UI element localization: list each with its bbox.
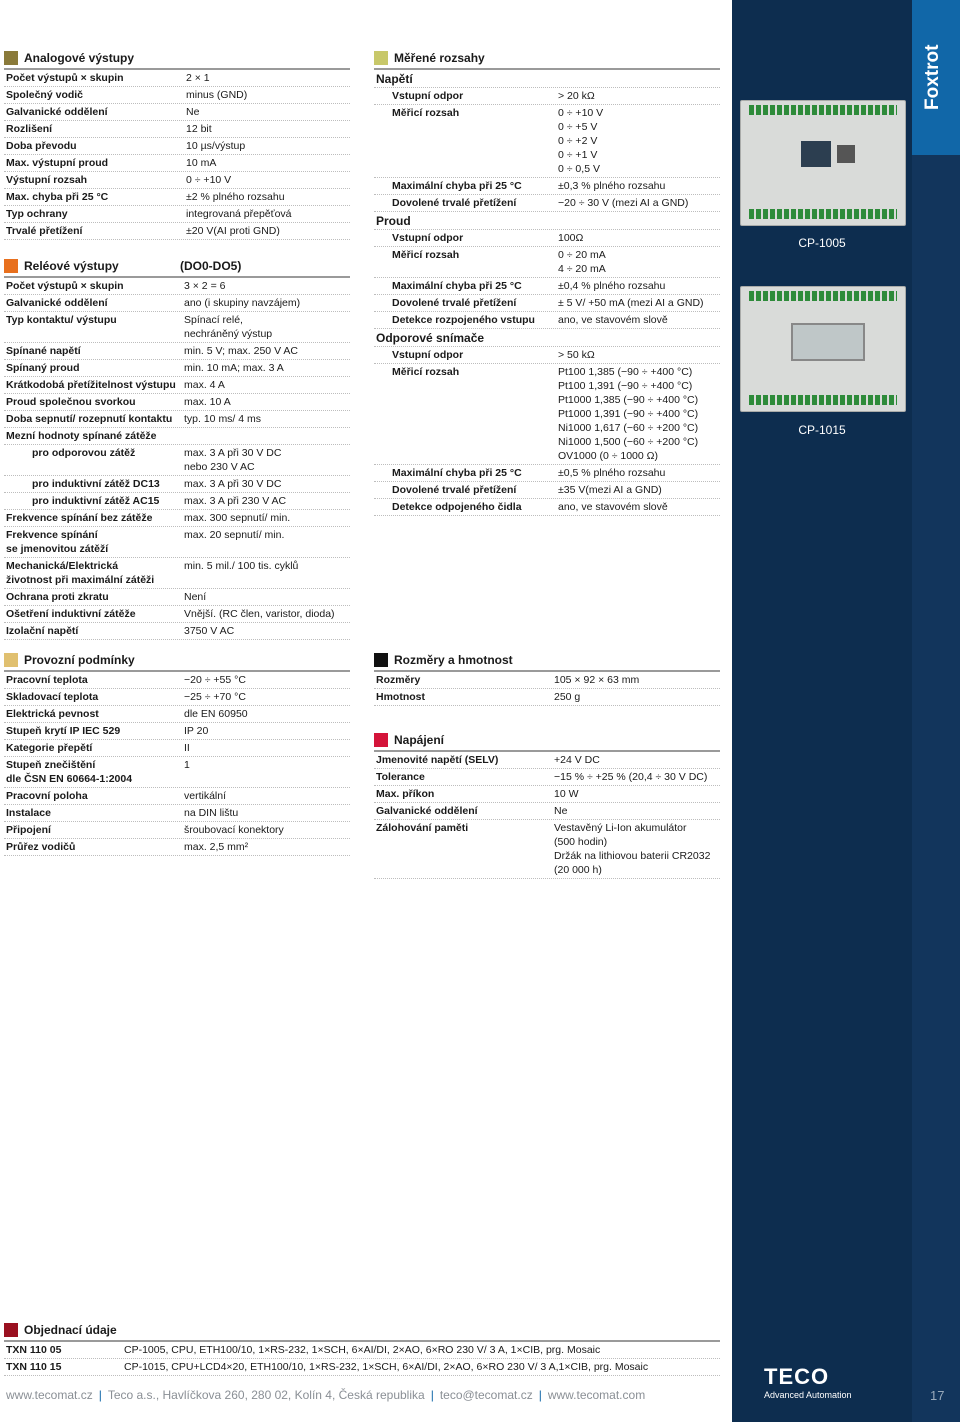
spec-value: 12 bit — [186, 123, 212, 135]
spec-row — [4, 87, 350, 104]
spec-label: Výstupní rozsah — [6, 174, 88, 186]
power-square-icon — [374, 733, 388, 747]
page-number: 17 — [930, 1388, 945, 1403]
operating-section — [4, 652, 350, 856]
spec-label: Spínaný proud — [6, 362, 80, 374]
spec-row — [4, 411, 350, 428]
spec-label: Trvalé přetížení — [6, 225, 83, 237]
relay-section — [4, 258, 350, 640]
spec-label: Počet výstupů × skupin — [6, 280, 124, 292]
spec-label: Frekvence spínání — [6, 529, 98, 541]
spec-row — [4, 445, 350, 476]
spec-value: 250 g — [554, 691, 581, 703]
spec-row — [4, 138, 350, 155]
spec-row — [374, 803, 720, 820]
spec-row — [4, 155, 350, 172]
spec-label: Hmotnost — [376, 691, 425, 703]
spec-value: 100Ω — [558, 232, 584, 244]
section-title: Objednací údaje — [24, 1323, 117, 1337]
spec-label: Vstupní odpor — [392, 232, 464, 244]
section-title: Reléové výstupy — [24, 259, 119, 273]
spec-value: Vestavěný Li-Ion akumulátor (500 hodin) Držák na lithiovou baterii CR2032 (20 000 h) — [554, 822, 711, 876]
spec-row — [374, 482, 720, 499]
spec-value: min. 10 mA; max. 3 A — [184, 362, 284, 374]
spec-label: Doba převodu — [6, 140, 77, 152]
spec-label: Typ kontaktu/ výstupu — [6, 314, 117, 326]
spec-label: Mezní hodnoty spínané zátěže — [6, 430, 157, 442]
spec-value: 10 µs/výstup — [186, 140, 246, 152]
analog-square-icon — [4, 51, 18, 65]
spec-value: max. 10 A — [184, 396, 231, 408]
spec-label: Krátkodobá přetížitelnost výstupu — [6, 379, 176, 391]
spec-value: CP-1015, CPU+LCD4×20, ETH100/10, 1×RS-232, 1×SCH, 6×AI/DI, 2×AO, 6×RO 230 V/ 3 A,1×CIB, prg. Mosaic — [124, 1361, 649, 1373]
spec-row — [374, 786, 720, 803]
spec-value: II — [184, 742, 190, 754]
spec-value: Ne — [554, 805, 568, 817]
spec-row — [374, 689, 720, 706]
cp1015-device-image — [740, 286, 906, 412]
spec-row — [374, 752, 720, 769]
device-label-cp1005: CP-1005 — [798, 236, 846, 250]
order-section — [4, 1322, 720, 1376]
spec-label: Rozlišení — [6, 123, 53, 135]
spec-value: > 50 kΩ — [558, 349, 595, 361]
spec-label: pro induktivní zátěž DC13 — [32, 478, 160, 490]
spec-value: −15 % ÷ +25 % (20,4 ÷ 30 V DC) — [554, 771, 708, 783]
spec-label: Stupeň znečištění — [6, 759, 96, 771]
spec-label: Kategorie přepětí — [6, 742, 93, 754]
spec-label: Mechanická/Elektrická — [6, 560, 119, 572]
spec-value: 10 W — [554, 788, 579, 800]
spec-label: Galvanické oddělení — [6, 106, 108, 118]
spec-value: max. 3 A při 30 V DC nebo 230 V AC — [184, 447, 282, 473]
spec-label: Maximální chyba při 25 °C — [392, 467, 522, 479]
spec-label: pro odporovou zátěž — [32, 447, 136, 459]
spec-row — [374, 820, 720, 879]
spec-value: ±20 V(AI proti GND) — [186, 225, 280, 237]
spec-label: Měřicí rozsah — [392, 107, 460, 119]
spec-row — [4, 606, 350, 623]
spec-value: max. 2,5 mm² — [184, 841, 249, 853]
spec-row — [4, 394, 350, 411]
spec-label: Proud společnou svorkou — [6, 396, 136, 408]
spec-value: ±35 V(mezi AI a GND) — [558, 484, 662, 496]
dimensions-section — [374, 652, 720, 706]
spec-value: integrovaná přepěťová — [186, 208, 292, 220]
spec-value: 3 × 2 = 6 — [184, 280, 226, 292]
spec-label: Společný vodič — [6, 89, 84, 101]
spec-row — [4, 189, 350, 206]
spec-row — [4, 1342, 720, 1359]
spec-value: CP-1005, CPU, ETH100/10, 1×RS-232, 1×SCH, 6×AI/DI, 2×AO, 6×RO 230 V/ 3 A, 1×CIB, prg. Mosaic — [124, 1344, 601, 1356]
spec-label: Pracovní poloha — [6, 790, 88, 802]
spec-label: Ochrana proti zkratu — [6, 591, 109, 603]
spec-row — [4, 428, 350, 445]
device-label-cp1015: CP-1015 — [798, 423, 846, 437]
spec-label: Měřicí rozsah — [392, 366, 460, 378]
spec-value: 1 — [184, 759, 190, 771]
spec-label: Pracovní teplota — [6, 674, 88, 686]
spec-label: Počet výstupů × skupin — [6, 72, 124, 84]
spec-row — [4, 672, 350, 689]
spec-row — [4, 558, 350, 589]
spec-row — [4, 510, 350, 527]
spec-row — [374, 88, 720, 105]
spec-value: Vnější. (RC člen, varistor, dioda) — [184, 608, 335, 620]
spec-label: Měřicí rozsah — [392, 249, 460, 261]
spec-row — [4, 740, 350, 757]
measure-group-title: Napětí — [374, 70, 720, 88]
operating-square-icon — [4, 653, 18, 667]
spec-label: Max. chyba při 25 °C — [6, 191, 109, 203]
spec-row — [4, 312, 350, 343]
spec-label: Detekce rozpojeného vstupu — [392, 314, 535, 326]
spec-value: dle EN 60950 — [184, 708, 248, 720]
spec-row — [4, 70, 350, 87]
spec-value: Pt100 1,385 (−90 ÷ +400 °C) Pt100 1,391 (−90 ÷ +400 °C) Pt1000 1,385 (−90 ÷ +400 °C) Pt1000 1,391 (−90 ÷ +400 °C) Ni1000 1,617 (−60 ÷ +200 °C) Ni1000 1,500 (−60 ÷ +200 °C) OV1000 (0 ÷ 1000 Ω) — [558, 366, 699, 462]
order-square-icon — [4, 1323, 18, 1337]
spec-row — [374, 499, 720, 516]
spec-label: Elektrická pevnost — [6, 708, 99, 720]
spec-row — [4, 295, 350, 312]
spec-label: Dovolené trvalé přetížení — [392, 297, 517, 309]
spec-value: ±0,3 % plného rozsahu — [558, 180, 666, 192]
spec-value: −20 ÷ +55 °C — [184, 674, 246, 686]
spec-row — [4, 104, 350, 121]
spec-label: Typ ochrany — [6, 208, 68, 220]
analog-section — [4, 50, 350, 240]
spec-label: Max. příkon — [376, 788, 435, 800]
spec-row — [374, 178, 720, 195]
spec-value: 3750 V AC — [184, 625, 235, 637]
spec-value: ±2 % plného rozsahu — [186, 191, 285, 203]
spec-row — [4, 343, 350, 360]
spec-value: typ. 10 ms/ 4 ms — [184, 413, 262, 425]
spec-value: Není — [184, 591, 207, 603]
spec-row — [4, 788, 350, 805]
section-title: Napájení — [394, 733, 445, 747]
spec-row — [4, 121, 350, 138]
spec-row — [4, 476, 350, 493]
spec-label: Vstupní odpor — [392, 349, 464, 361]
spec-value: 10 mA — [186, 157, 217, 169]
spec-row — [4, 757, 350, 788]
spec-row — [4, 589, 350, 606]
spec-label: Vstupní odpor — [392, 90, 464, 102]
section-title: Měřené rozsahy — [394, 51, 485, 65]
spec-label: Frekvence spínání bez zátěže — [6, 512, 153, 524]
relay-square-icon — [4, 259, 18, 273]
spec-row — [4, 723, 350, 740]
spec-row — [374, 312, 720, 329]
measure-group-title: Proud — [374, 212, 720, 230]
tab-label: Foxtrot — [922, 44, 943, 110]
spec-row — [374, 278, 720, 295]
teco-logo: TECO Advanced Automation — [764, 1364, 852, 1400]
spec-row — [374, 672, 720, 689]
spec-label: Připojení — [6, 824, 51, 836]
spec-value: max. 3 A při 30 V DC — [184, 478, 282, 490]
spec-row — [4, 839, 350, 856]
spec-row — [374, 230, 720, 247]
footer: www.tecomat.cz | Teco a.s., Havlíčkova 260, 280 02, Kolín 4, Česká republika | teco@tecomat.cz | www.tecomat.com — [6, 1388, 646, 1402]
foxtrot-tab — [912, 0, 960, 155]
spec-value: max. 300 sepnutí/ min. — [184, 512, 291, 524]
spec-label: Dovolené trvalé přetížení — [392, 484, 517, 496]
spec-label: Skladovací teplota — [6, 691, 99, 703]
spec-row — [374, 105, 720, 178]
spec-label-line2: se jmenovitou zátěží — [6, 543, 109, 555]
spec-row — [4, 706, 350, 723]
spec-value: 2 × 1 — [186, 72, 210, 84]
spec-row — [4, 377, 350, 394]
spec-value: +24 V DC — [554, 754, 600, 766]
spec-row — [4, 527, 350, 558]
spec-value: Spínací relé, nechráněný výstup — [184, 314, 273, 340]
measure-section — [374, 50, 720, 516]
spec-row — [374, 247, 720, 278]
product-sidebar — [732, 0, 912, 1422]
spec-value: vertikální — [184, 790, 227, 802]
spec-value: max. 4 A — [184, 379, 225, 391]
spec-value: −25 ÷ +70 °C — [184, 691, 246, 703]
spec-row — [4, 822, 350, 839]
spec-row — [4, 1359, 720, 1376]
spec-row — [374, 769, 720, 786]
footer-address: Teco a.s., Havlíčkova 260, 280 02, Kolín 4, Česká republika — [107, 1388, 425, 1402]
spec-row — [374, 347, 720, 364]
spec-label: Průřez vodičů — [6, 841, 76, 853]
spec-value: ± 5 V/ +50 mA (mezi AI a GND) — [558, 297, 704, 309]
spec-value: 0 ÷ +10 V — [186, 174, 232, 186]
footer-web-link[interactable]: www.tecomat.cz — [6, 1388, 93, 1402]
spec-value: IP 20 — [184, 725, 209, 737]
spec-value: 0 ÷ +10 V 0 ÷ +5 V 0 ÷ +2 V 0 ÷ +1 V 0 ÷ 0,5 V — [558, 107, 604, 175]
section-title: Analogové výstupy — [24, 51, 135, 65]
spec-row — [374, 465, 720, 482]
spec-value: Ne — [186, 106, 200, 118]
spec-label: Instalace — [6, 807, 51, 819]
spec-row — [4, 805, 350, 822]
footer-web2-link[interactable]: www.tecomat.com — [547, 1388, 646, 1402]
spec-row — [4, 172, 350, 189]
spec-value: −20 ÷ 30 V (mezi AI a GND) — [558, 197, 689, 209]
spec-value: ±0,4 % plného rozsahu — [558, 280, 666, 292]
spec-value: 0 ÷ 20 mA 4 ÷ 20 mA — [558, 249, 606, 275]
spec-value: ano, ve stavovém slově — [558, 314, 668, 326]
spec-label: Stupeň krytí IP IEC 529 — [6, 725, 121, 737]
spec-label: Rozměry — [376, 674, 421, 686]
spec-value: šroubovací konektory — [184, 824, 284, 836]
relay-range: (DO0-DO5) — [180, 259, 242, 273]
spec-row — [4, 360, 350, 377]
measure-group-title: Odporové snímače — [374, 329, 720, 347]
spec-row — [4, 206, 350, 223]
spec-value: > 20 kΩ — [558, 90, 595, 102]
spec-value: max. 20 sepnutí/ min. — [184, 529, 285, 541]
spec-value: min. 5 V; max. 250 V AC — [184, 345, 298, 357]
spec-label: Doba sepnutí/ rozepnutí kontaktu — [6, 413, 173, 425]
spec-label: Maximální chyba při 25 °C — [392, 280, 522, 292]
section-title: Rozměry a hmotnost — [394, 653, 513, 667]
spec-value: minus (GND) — [186, 89, 248, 101]
spec-label: Galvanické oddělení — [6, 297, 108, 309]
measure-square-icon — [374, 51, 388, 65]
side-strip — [912, 155, 960, 1422]
spec-value: 105 × 92 × 63 mm — [554, 674, 640, 686]
dimensions-square-icon — [374, 653, 388, 667]
spec-label-line2: životnost při maximální zátěži — [6, 574, 155, 586]
spec-label: Max. výstupní proud — [6, 157, 109, 169]
spec-row — [374, 364, 720, 465]
spec-label: TXN 110 05 — [6, 1344, 62, 1356]
footer-email-link[interactable]: teco@tecomat.cz — [439, 1388, 533, 1402]
spec-label: pro induktivní zátěž AC15 — [32, 495, 160, 507]
spec-label: Maximální chyba při 25 °C — [392, 180, 522, 192]
spec-row — [374, 295, 720, 312]
power-section — [374, 732, 720, 879]
spec-value: na DIN lištu — [184, 807, 239, 819]
spec-row — [4, 493, 350, 510]
spec-value: max. 3 A při 230 V AC — [184, 495, 287, 507]
spec-row — [4, 623, 350, 640]
spec-row — [4, 223, 350, 240]
spec-row — [4, 689, 350, 706]
spec-label-line2: dle ČSN EN 60664-1:2004 — [6, 773, 133, 785]
spec-value: ano, ve stavovém slově — [558, 501, 668, 513]
cp1005-device-image — [740, 100, 906, 226]
spec-label: TXN 110 15 — [6, 1361, 62, 1373]
spec-label: Galvanické oddělení — [376, 805, 478, 817]
spec-label: Izolační napětí — [6, 625, 79, 637]
spec-label: Tolerance — [376, 771, 425, 783]
spec-value: ±0,5 % plného rozsahu — [558, 467, 666, 479]
spec-value: ano (i skupiny navzájem) — [184, 297, 301, 309]
spec-label: Jmenovité napětí (SELV) — [376, 754, 499, 766]
spec-label: Detekce odpojeného čidla — [392, 501, 522, 513]
spec-label: Ošetření induktivní zátěže — [6, 608, 136, 620]
section-title: Provozní podmínky — [24, 653, 135, 667]
spec-row — [374, 195, 720, 212]
spec-label: Spínané napětí — [6, 345, 81, 357]
spec-label: Dovolené trvalé přetížení — [392, 197, 517, 209]
spec-label: Zálohování paměti — [376, 822, 469, 834]
spec-value: min. 5 mil./ 100 tis. cyklů — [184, 560, 299, 572]
spec-row — [4, 278, 350, 295]
